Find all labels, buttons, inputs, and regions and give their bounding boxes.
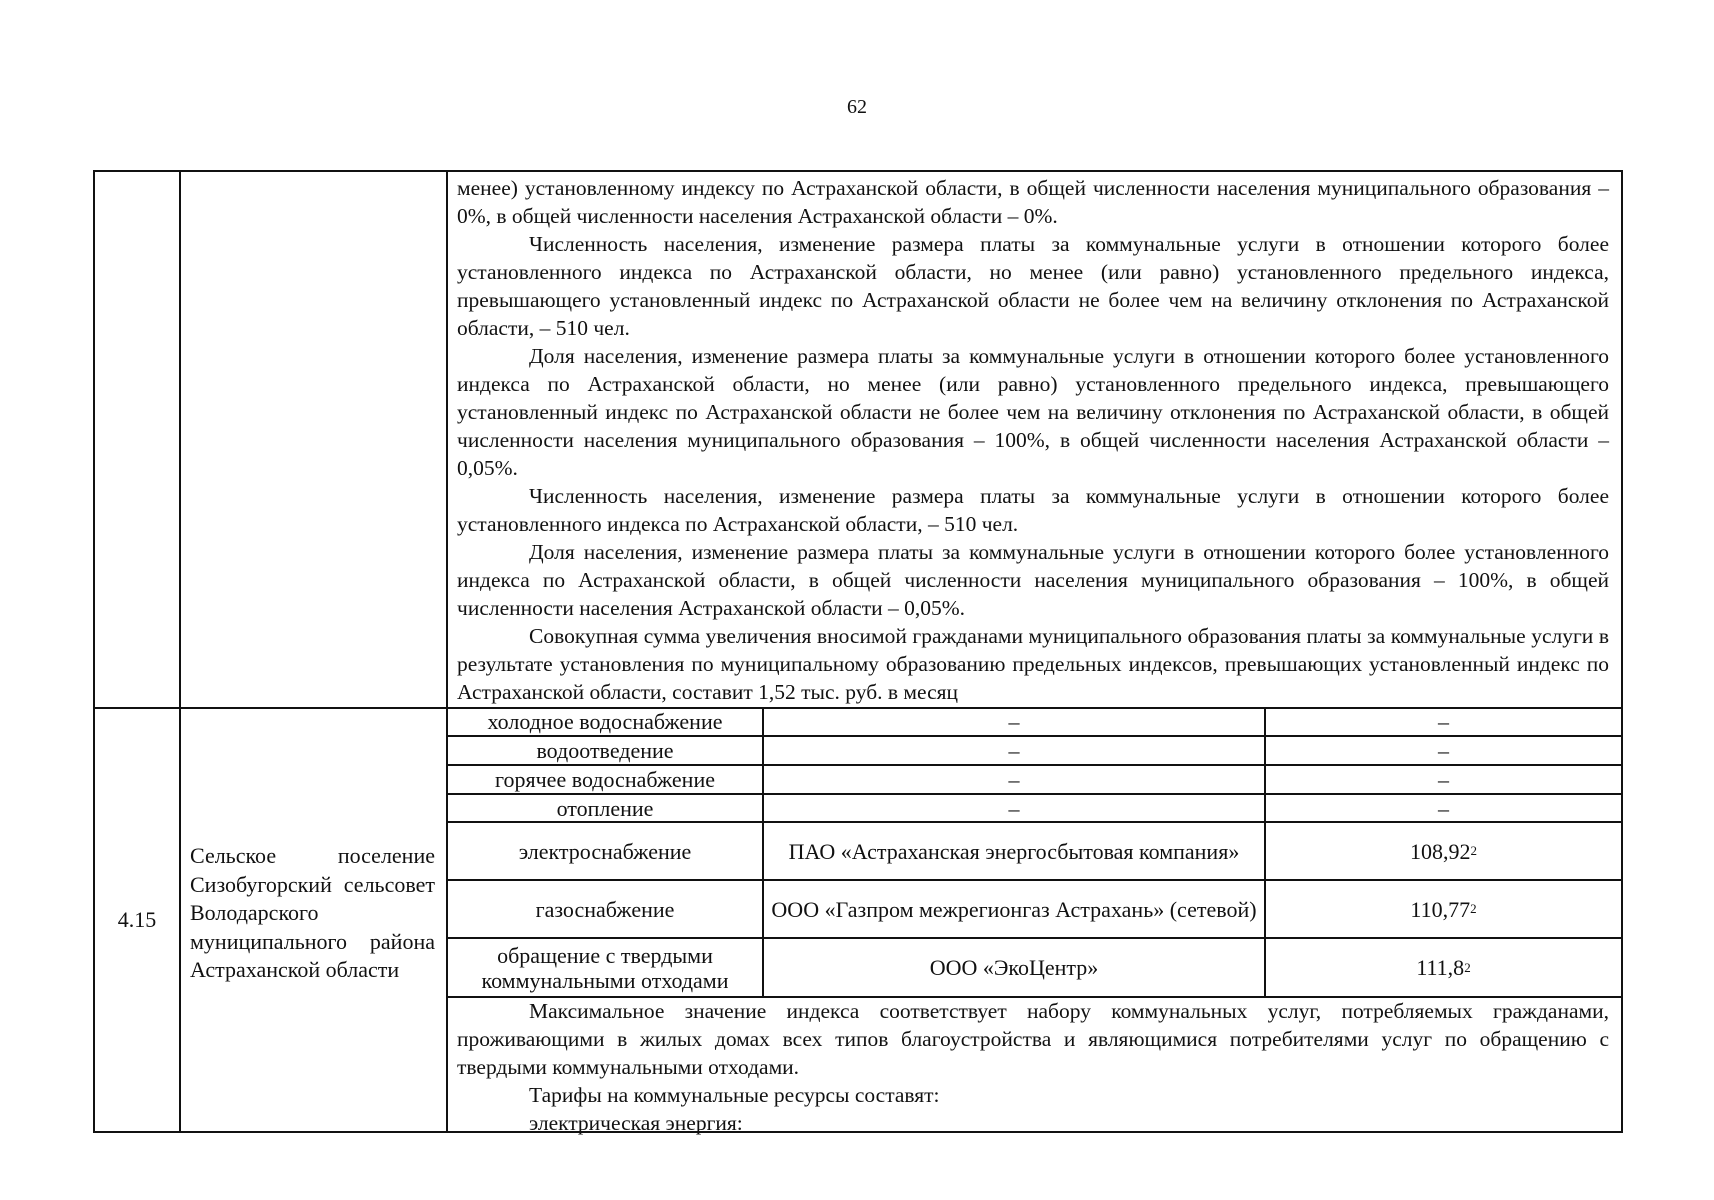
service-index-text: 108,92: [1410, 838, 1471, 864]
paragraph: Максимальное значение индекса соответствует набору коммунальных услуг, потребляемых гражданами, проживающими в жилых домах всех типов благоустройства и являющимися потребителями услуг по обращению с твердыми коммунальными отходами.: [457, 999, 1609, 1079]
paragraph: Численность населения, изменение размера платы за коммунальные услуги в отношении которого более установленного индекса по Астраханской области, но менее (или равно) установленного предельного индекса, превышающего установленный индекс по Астраханской области не более чем на величину отклонения по Астраханской области, – 510 чел.: [457, 232, 1609, 340]
divider-col-1: [179, 172, 181, 1131]
service-provider: [764, 881, 1264, 937]
service-provider: [764, 737, 1264, 764]
service-index: [1266, 708, 1621, 735]
service-index-text: –: [1438, 738, 1449, 763]
service-provider-text: –: [1008, 795, 1020, 821]
service-provider-text: –: [1008, 709, 1020, 734]
service-provider: [764, 708, 1264, 735]
service-name-text: отопление: [556, 795, 654, 821]
service-name: [448, 881, 762, 937]
service-name: [448, 823, 762, 879]
service-index: 108,92 2: [1410, 838, 1477, 864]
service-index: [1266, 737, 1621, 764]
service-provider-text: –: [1008, 767, 1020, 792]
service-provider-text: –: [1008, 738, 1020, 763]
service-index: 110,77 2: [1410, 896, 1477, 922]
service-name-text: электроснабжение: [518, 838, 692, 864]
service-name-text: водоотведение: [536, 738, 674, 763]
service-name-text: холодное водоснабжение: [487, 709, 723, 734]
paragraph: менее) установленному индексу по Астраханской области, в общей численности населения муниципального образования – 0%, в общей численности населения Астраханской области – 0%.: [457, 176, 1609, 228]
paragraph: Доля населения, изменение размера платы за коммунальные услуги в отношении которого более установленного индекса по Астраханской области, в общей численности населения муниципального образования – 100%, в общей численности населения Астраханской области – 0,05%.: [457, 540, 1609, 620]
service-index-text: –: [1438, 795, 1449, 821]
indices-table: [93, 170, 1623, 1133]
paragraph: Доля населения, изменение размера платы за коммунальные услуги в отношении которого более установленного индекса по Астраханской области, но менее (или равно) установленного предельного индекса, превышающего установленный индекс по Астраханской области не более чем на величину отклонения по Астраханской области, в общей численности населения муниципального образования – 100%, в общей численности населения Астраханской области – 0,05%.: [457, 344, 1609, 480]
service-provider: [764, 939, 1264, 996]
service-index-text: –: [1438, 767, 1449, 792]
row-number: 4.15: [117, 907, 157, 932]
service-name-text: газоснабжение: [535, 896, 675, 922]
service-index: [1266, 795, 1621, 821]
service-provider-text: ООО «Газпром межрегионгаз Астрахань» (сетевой): [771, 896, 1257, 922]
notes-text: [457, 997, 1609, 1137]
continuation-text: [457, 174, 1609, 706]
service-name: [448, 939, 762, 996]
service-provider-text: ПАО «Астраханская энергосбытовая компания»: [788, 838, 1240, 864]
service-provider: [764, 823, 1264, 879]
service-provider: [764, 766, 1264, 793]
municipality-name: Сельское поселение Сизобугорский сельсовет Володарского муниципального района Астраханской области: [190, 843, 435, 983]
service-provider-text: ООО «ЭкоЦентр»: [929, 955, 1099, 980]
paragraph: Численность населения, изменение размера платы за коммунальные услуги в отношении которого более установленного индекса по Астраханской области, – 510 чел.: [457, 484, 1609, 536]
service-name-text: горячее водоснабжение: [495, 767, 715, 792]
paragraph: Тарифы на коммунальные ресурсы составят:: [529, 1083, 940, 1107]
service-name-text: обращение с твердыми коммунальными отходами: [481, 942, 729, 993]
service-index-text: –: [1438, 709, 1449, 734]
service-index-text: 111,8: [1416, 955, 1465, 980]
service-index: 111,8 2: [1416, 955, 1471, 980]
service-index-text: 110,77: [1410, 896, 1471, 922]
service-name: [448, 708, 762, 735]
service-name: [448, 737, 762, 764]
paragraph: электрическая энергия:: [529, 1111, 743, 1135]
service-name: [448, 766, 762, 793]
page-number: 62: [847, 96, 867, 118]
service-name: [448, 795, 762, 821]
paragraph: Совокупная сумма увеличения вносимой гражданами муниципального образования платы за коммунальные услуги в результате установления по муниципальному образованию предельных индексов, превышающих установленный индекс по Астраханской области, составит 1,52 тыс. руб. в месяц: [457, 624, 1609, 704]
service-index: [1266, 766, 1621, 793]
service-provider: [764, 795, 1264, 821]
